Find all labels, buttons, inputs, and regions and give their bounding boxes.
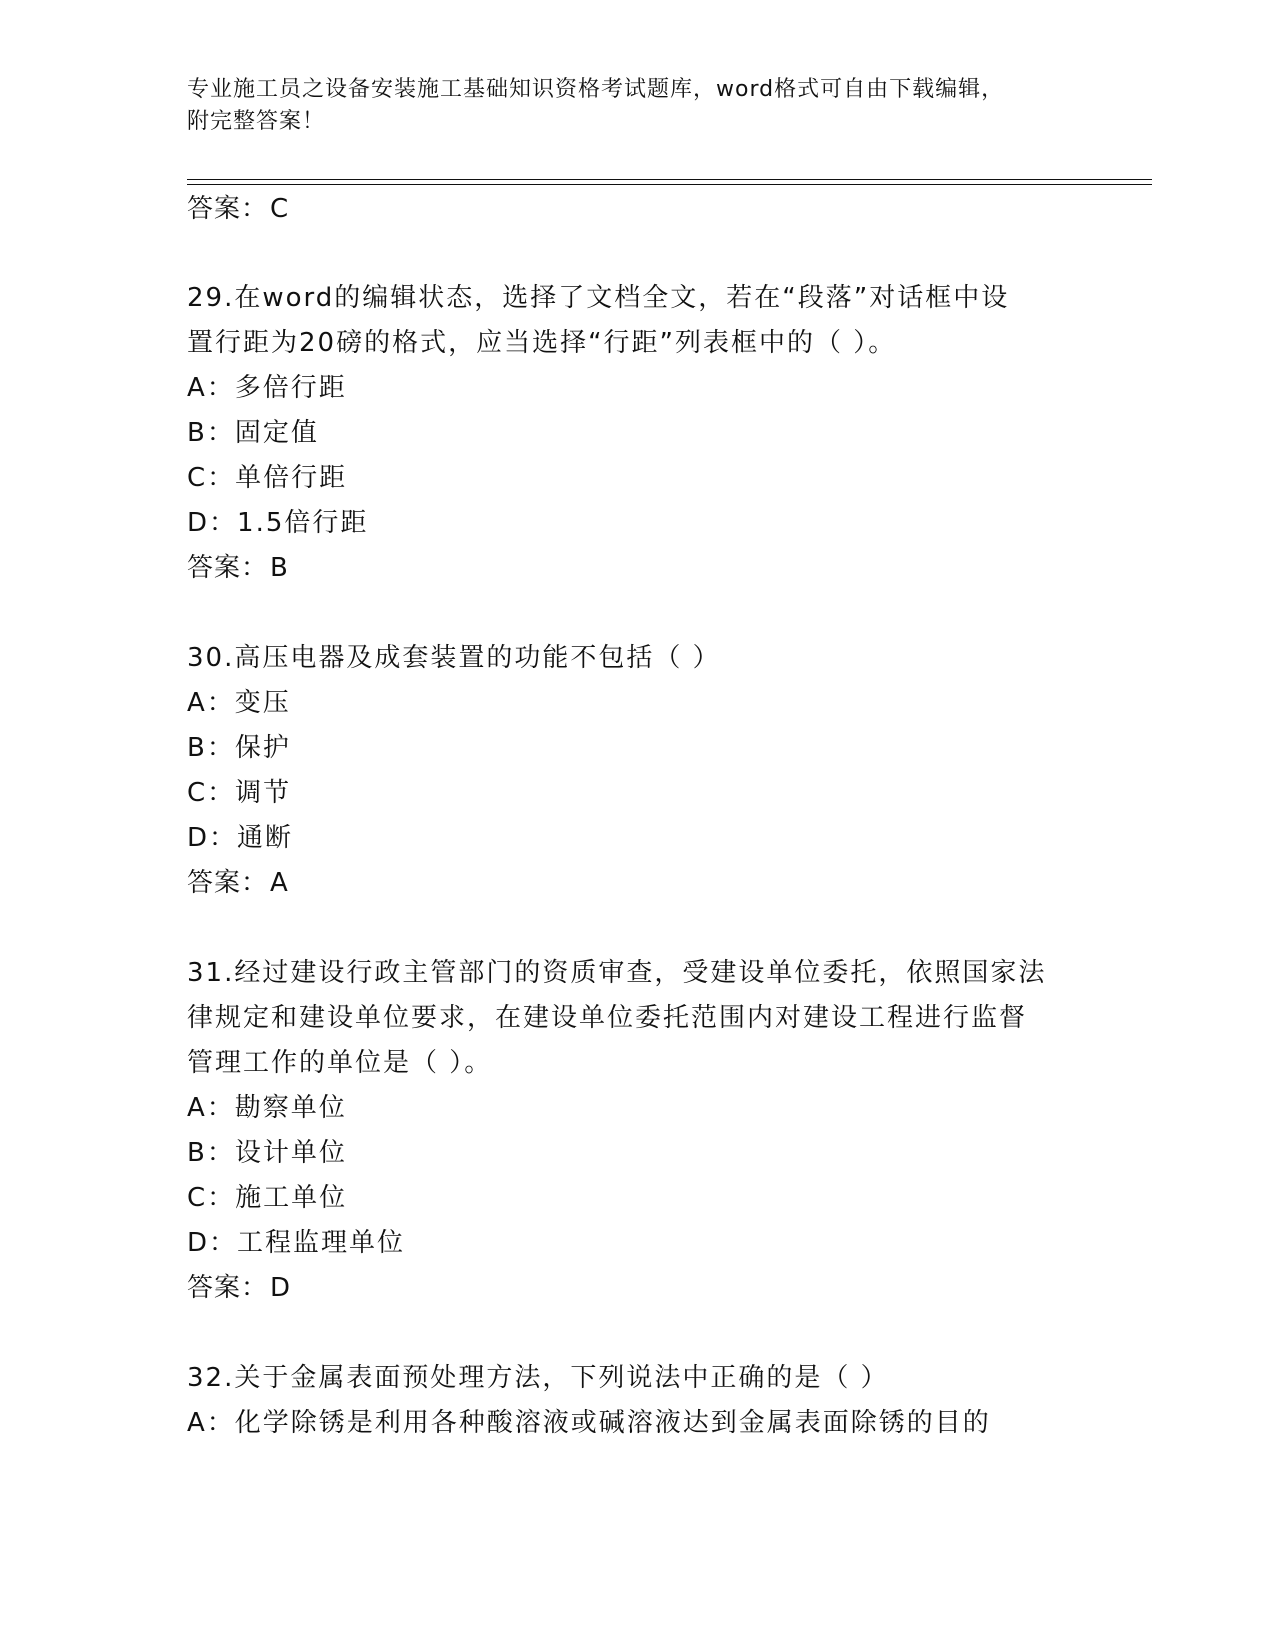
header-rule-bottom (187, 184, 1152, 185)
answer-28 (187, 192, 289, 226)
answer-31 (187, 1271, 291, 1305)
answer-value: A (270, 868, 289, 898)
header-line-2: 附完整答案！ (187, 109, 326, 134)
header-rule-top (187, 179, 1152, 180)
document-header (187, 74, 1067, 138)
question-29-text-line-2: 置行距为20磅的格式，应当选择“行距”列表框中的（ ）。 (187, 328, 897, 358)
question-31-text-line-1: 31.经过建设行政主管部门的资质审查，受建设单位委托，依照国家法 (187, 958, 1047, 988)
question-30-option-c: C：调节 (187, 778, 292, 808)
question-29-option-c: C：单倍行距 (187, 463, 348, 493)
answer-value: C (270, 194, 290, 224)
question-29-option-b: B：固定值 (187, 418, 319, 448)
question-31-option-d: D：工程监理单位 (187, 1228, 406, 1258)
answer-value: B (270, 553, 289, 583)
answer-label: 答案： (187, 553, 269, 583)
question-30-option-d: D：通断 (187, 823, 294, 853)
question-31-text-line-3: 管理工作的单位是（ ）。 (187, 1048, 493, 1078)
question-31-option-a: A：勘察单位 (187, 1093, 347, 1123)
answer-label: 答案： (187, 868, 269, 898)
question-30-option-a: A：变压 (187, 688, 291, 718)
question-29-option-a: A：多倍行距 (187, 373, 347, 403)
question-31-option-c: C：施工单位 (187, 1183, 348, 1213)
answer-label: 答案： (187, 1273, 269, 1303)
question-29-text-line-1: 29.在word的编辑状态，选择了文档全文，若在“段落”对话框中设 (187, 283, 1010, 313)
answer-30 (187, 866, 289, 900)
question-32-text-line-1: 32.关于金属表面预处理方法，下列说法中正确的是（ ） (187, 1363, 889, 1393)
question-32-option-a: A：化学除锈是利用各种酸溶液或碱溶液达到金属表面除锈的目的 (187, 1408, 991, 1438)
question-30-text-line-1: 30.高压电器及成套装置的功能不包括（ ） (187, 643, 721, 673)
answer-label: 答案： (187, 194, 269, 224)
question-31-text-line-2: 律规定和建设单位要求，在建设单位委托范围内对建设工程进行监督 (187, 1003, 1028, 1033)
answer-29 (187, 551, 289, 585)
answer-value: D (270, 1273, 292, 1303)
question-29-option-d: D：1.5倍行距 (187, 508, 369, 538)
question-31-option-b: B：设计单位 (187, 1138, 347, 1168)
header-line-1: 专业施工员之设备安装施工基础知识资格考试题库，word格式可自由下载编辑， (187, 77, 1005, 102)
question-30-option-b: B：保护 (187, 733, 291, 763)
